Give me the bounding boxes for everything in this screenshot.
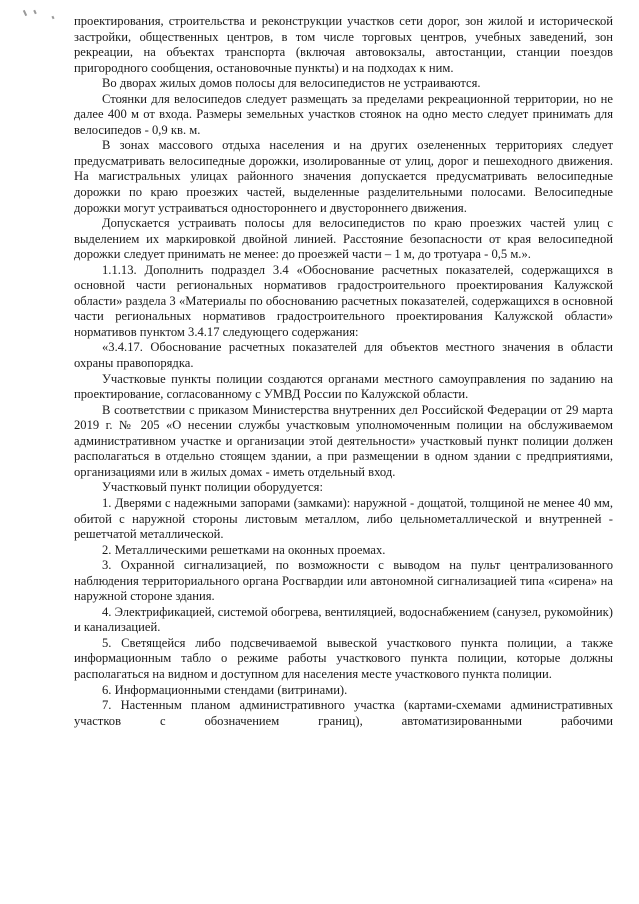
paragraph-lanes: Допускается устраивать полосы для велосипедистов по краю проезжих частей улиц с выделением их маркировкой двойной линией. Расстояние безопасности от края велосипедной дорожки следует принимать не менее: до проезжей части – 1 м, до тротуара - 0,5 м.».: [74, 216, 613, 262]
paragraph-continuation: проектирования, строительства и реконструкции участков сети дорог, зон жилой и исторической застройки, общественных центров, в том числе торговых центров, учебных заведений, зон рекреации, на объектах транспорта (включая автовокзалы, автостанции, станции поездов пригородного сообщения, остановочные пункты) и на подходах к ним.: [74, 14, 613, 75]
list-item-2-grilles: 2. Металлическими решетками на оконных проемах.: [102, 542, 386, 557]
list-item-4-utilities: 4. Электрификацией, системой обогрева, вентиляцией, водоснабжением (санузел, рукомойник) и канализацией.: [74, 604, 613, 635]
paragraph-recreation-zones: В зонах массового отдыха населения и на других озелененных территориях следует предусматривать велосипедные дорожки, изолированные от улиц, дорог и пешеходного движения. На магистральных улицах районного значения допускается предусматривать велосипедные дорожки по краю проезжих частей, выделенные разделительными полосами. Велосипедные дорожки могут устраиваться одностороннего и двустороннего движения.: [74, 138, 613, 215]
list-item-1-doors: 1. Дверями с надежными запорами (замками): наружной - дощатой, толщиной не менее 40 мм, обитой с наружной стороны листовым металлом, либо цельнометаллической и внутренней - решетчатой металлической.: [74, 495, 613, 542]
paragraph-1-1-13: 1.1.13. Дополнить подраздел 3.4 «Обоснование расчетных показателей, содержащихся в основной части региональных нормативов градостроительного проектирования Калужской области» раздела 3 «Материалы по обоснованию расчетных показателей, содержащихся в основной части региональных нормативов градостроительного проектирования Калужской области» нормативов пунктом 3.4.17 следующего содержания:: [74, 262, 613, 339]
paragraph-courtyards: Во дворах жилых домов полосы для велосипедистов не устраиваются.: [102, 76, 481, 91]
list-item-5-signage: 5. Светящейся либо подсвечиваемой вывеской участкового пункта полиции, а также информационным табло о режиме работы участкового пункта полиции, которые должны располагаться на видном и доступном для населения месте участкового пункта полиции.: [74, 635, 613, 681]
paragraph-order-205: В соответствии с приказом Министерства внутренних дел Российской Федерации от 29 марта 2019 г. № 205 «О несении службы участковым уполномоченным полиции на обслуживаемом административном участке и организации этой деятельности» участковый пункт полиции должен располагаться в отдельно стоящем здании, а при размещении в одном здании с предприятиями, организациями или в жилых домах - иметь отдельный вход.: [74, 402, 613, 479]
scan-artifact: [22, 10, 60, 20]
paragraph-parking: Стоянки для велосипедов следует размещать за пределами рекреационной территории, но не далее 400 м от входа. Размеры земельных участков стоянок на одно место следует принимать для велосипедов - 0,9 кв. м.: [74, 91, 613, 137]
list-item-7-plan: 7. Настенным планом административного участка (картами-схемами административных участков с обозначением границ), автоматизированными рабочими: [74, 698, 613, 728]
list-item-6-stands: 6. Информационными стендами (витринами).: [102, 682, 348, 697]
paragraph-3-4-17-heading: «3.4.17. Обоснование расчетных показателей для объектов местного значения в области охраны правопорядка.: [74, 340, 613, 371]
paragraph-police-points: Участковые пункты полиции создаются органами местного самоуправления по заданию на проектирование, согласованному с УМВД России по Калужской области.: [74, 371, 613, 402]
list-item-3-alarm: 3. Охранной сигнализацией, по возможности с выводом на пульт централизованного наблюдения территориального органа Росгвардии или автономной сигнализацией типа «сирена» на наружной стороне здания.: [74, 558, 613, 604]
paragraph-equipment-intro: Участковый пункт полиции оборудуется:: [102, 480, 323, 495]
